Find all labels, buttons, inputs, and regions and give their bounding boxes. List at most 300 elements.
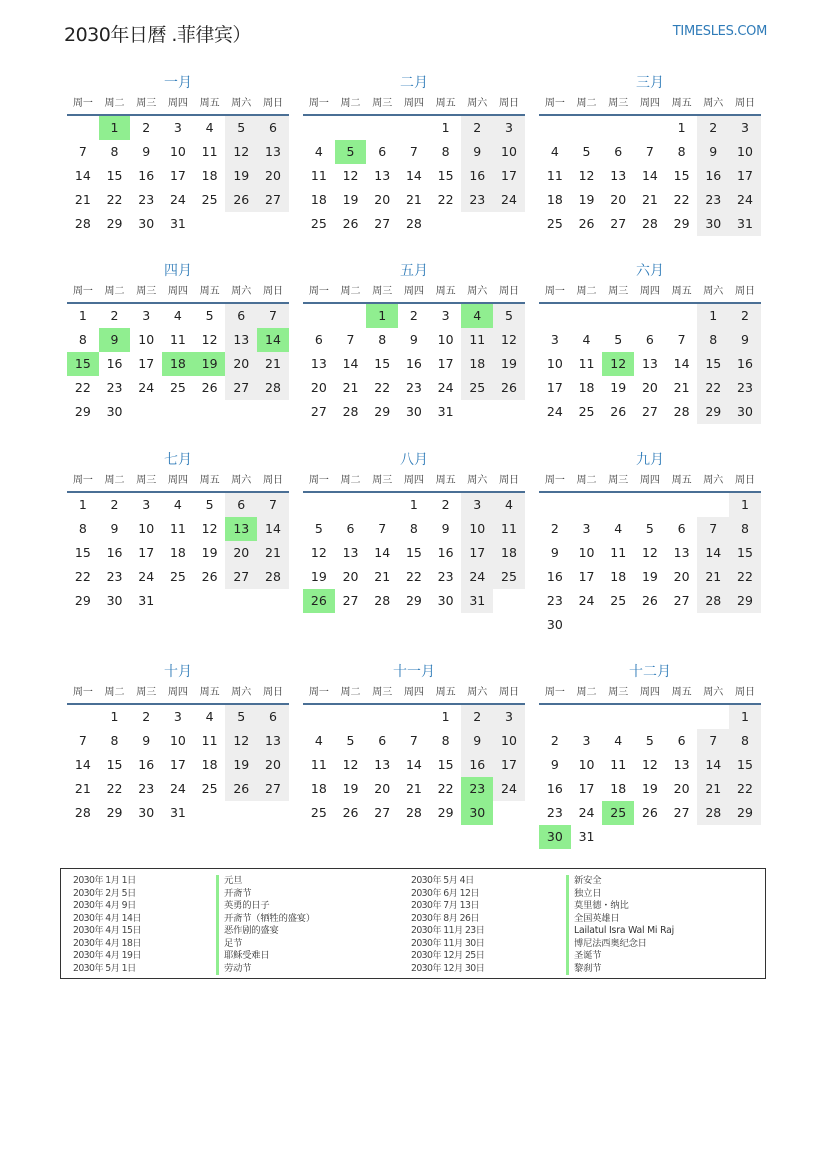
day-cell[interactable]: 10 (729, 140, 761, 164)
day-cell[interactable]: 20 (257, 164, 289, 188)
day-cell[interactable]: 12 (493, 328, 525, 352)
day-cell[interactable]: 26 (342, 216, 359, 231)
day-cell[interactable]: 12 (641, 545, 658, 560)
day-cell[interactable]: 11 (169, 521, 186, 536)
holiday-day-cell[interactable]: 12 (602, 352, 634, 376)
day-cell[interactable]: 5 (614, 332, 623, 347)
day-cell[interactable]: 2 (110, 497, 119, 512)
day-cell[interactable]: 10 (138, 332, 155, 347)
day-cell[interactable]: 10 (169, 144, 186, 159)
day-cell[interactable]: 6 (378, 733, 387, 748)
day-cell[interactable]: 12 (641, 757, 658, 772)
holiday-day-cell[interactable]: 13 (225, 517, 257, 541)
day-cell[interactable]: 4 (550, 144, 559, 159)
day-cell[interactable]: 1 (677, 120, 686, 135)
day-cell[interactable]: 22 (106, 781, 123, 796)
day-cell[interactable]: 26 (225, 777, 257, 801)
day-cell[interactable]: 14 (257, 517, 289, 541)
day-cell[interactable]: 6 (677, 521, 686, 536)
holiday-day-cell[interactable]: 30 (461, 801, 493, 825)
day-cell[interactable]: 25 (169, 380, 186, 395)
day-cell[interactable]: 20 (225, 352, 257, 376)
day-cell[interactable]: 27 (374, 216, 391, 231)
day-cell[interactable]: 6 (378, 144, 387, 159)
day-cell[interactable]: 20 (374, 781, 391, 796)
day-cell[interactable]: 16 (138, 757, 155, 772)
day-cell[interactable]: 6 (677, 733, 686, 748)
holiday-day-cell[interactable]: 4 (461, 304, 493, 328)
day-cell[interactable]: 25 (169, 569, 186, 584)
day-cell[interactable]: 9 (550, 757, 559, 772)
day-cell[interactable]: 9 (461, 729, 493, 753)
day-cell[interactable]: 3 (173, 709, 182, 724)
day-cell[interactable]: 17 (546, 380, 563, 395)
day-cell[interactable]: 26 (493, 376, 525, 400)
day-cell[interactable]: 19 (342, 781, 359, 796)
day-cell[interactable]: 29 (106, 805, 123, 820)
day-cell[interactable]: 19 (493, 352, 525, 376)
day-cell[interactable]: 28 (673, 404, 690, 419)
day-cell[interactable]: 25 (201, 192, 218, 207)
day-cell[interactable]: 19 (342, 192, 359, 207)
day-cell[interactable]: 3 (493, 116, 525, 140)
day-cell[interactable]: 5 (205, 497, 214, 512)
day-cell[interactable]: 19 (201, 545, 218, 560)
day-cell[interactable]: 10 (493, 729, 525, 753)
day-cell[interactable]: 30 (729, 400, 761, 424)
day-cell[interactable]: 29 (405, 593, 422, 608)
day-cell[interactable]: 3 (582, 521, 591, 536)
day-cell[interactable]: 18 (578, 380, 595, 395)
day-cell[interactable]: 8 (110, 733, 119, 748)
day-cell[interactable]: 28 (641, 216, 658, 231)
day-cell[interactable]: 23 (405, 380, 422, 395)
day-cell[interactable]: 15 (74, 545, 91, 560)
day-cell[interactable]: 24 (493, 188, 525, 212)
day-cell[interactable]: 4 (205, 709, 214, 724)
day-cell[interactable]: 27 (225, 565, 257, 589)
day-cell[interactable]: 22 (106, 192, 123, 207)
day-cell[interactable]: 27 (673, 593, 690, 608)
day-cell[interactable]: 7 (257, 493, 289, 517)
holiday-day-cell[interactable]: 1 (99, 116, 131, 140)
day-cell[interactable]: 27 (641, 404, 658, 419)
day-cell[interactable]: 22 (405, 569, 422, 584)
day-cell[interactable]: 11 (610, 545, 627, 560)
day-cell[interactable]: 3 (493, 705, 525, 729)
day-cell[interactable]: 7 (645, 144, 654, 159)
day-cell[interactable]: 12 (342, 168, 359, 183)
day-cell[interactable]: 25 (310, 216, 327, 231)
day-cell[interactable]: 14 (405, 168, 422, 183)
day-cell[interactable]: 24 (729, 188, 761, 212)
day-cell[interactable]: 4 (173, 497, 182, 512)
day-cell[interactable]: 8 (677, 144, 686, 159)
day-cell[interactable]: 27 (610, 216, 627, 231)
day-cell[interactable]: 18 (610, 569, 627, 584)
day-cell[interactable]: 26 (201, 380, 218, 395)
day-cell[interactable]: 13 (374, 168, 391, 183)
holiday-day-cell[interactable]: 1 (366, 304, 398, 328)
day-cell[interactable]: 12 (225, 140, 257, 164)
day-cell[interactable]: 29 (74, 593, 91, 608)
day-cell[interactable]: 30 (106, 593, 123, 608)
day-cell[interactable]: 28 (257, 376, 289, 400)
day-cell[interactable]: 2 (729, 304, 761, 328)
day-cell[interactable]: 22 (729, 565, 761, 589)
day-cell[interactable]: 4 (314, 733, 323, 748)
day-cell[interactable]: 17 (461, 541, 493, 565)
day-cell[interactable]: 2 (461, 705, 493, 729)
day-cell[interactable]: 2 (142, 120, 151, 135)
day-cell[interactable]: 30 (546, 617, 563, 632)
day-cell[interactable]: 17 (169, 757, 186, 772)
day-cell[interactable]: 21 (74, 192, 91, 207)
day-cell[interactable]: 6 (257, 705, 289, 729)
day-cell[interactable]: 5 (582, 144, 591, 159)
day-cell[interactable]: 2 (550, 521, 559, 536)
day-cell[interactable]: 2 (461, 116, 493, 140)
day-cell[interactable]: 24 (461, 565, 493, 589)
day-cell[interactable]: 18 (546, 192, 563, 207)
day-cell[interactable]: 20 (673, 569, 690, 584)
day-cell[interactable]: 26 (225, 188, 257, 212)
day-cell[interactable]: 17 (138, 356, 155, 371)
day-cell[interactable]: 8 (441, 144, 450, 159)
holiday-day-cell[interactable]: 26 (303, 589, 335, 613)
day-cell[interactable]: 14 (697, 753, 729, 777)
day-cell[interactable]: 11 (610, 757, 627, 772)
holiday-day-cell[interactable]: 30 (539, 825, 571, 849)
day-cell[interactable]: 29 (106, 216, 123, 231)
day-cell[interactable]: 22 (74, 569, 91, 584)
day-cell[interactable]: 21 (257, 352, 289, 376)
day-cell[interactable]: 13 (610, 168, 627, 183)
day-cell[interactable]: 27 (257, 188, 289, 212)
day-cell[interactable]: 14 (74, 168, 91, 183)
day-cell[interactable]: 15 (106, 168, 123, 183)
day-cell[interactable]: 19 (310, 569, 327, 584)
day-cell[interactable]: 27 (257, 777, 289, 801)
day-cell[interactable]: 27 (225, 376, 257, 400)
day-cell[interactable]: 26 (610, 404, 627, 419)
day-cell[interactable]: 16 (461, 164, 493, 188)
day-cell[interactable]: 16 (437, 545, 454, 560)
day-cell[interactable]: 13 (310, 356, 327, 371)
day-cell[interactable]: 16 (729, 352, 761, 376)
day-cell[interactable]: 17 (729, 164, 761, 188)
day-cell[interactable]: 5 (346, 733, 355, 748)
day-cell[interactable]: 21 (405, 781, 422, 796)
day-cell[interactable]: 28 (697, 589, 729, 613)
day-cell[interactable]: 20 (225, 541, 257, 565)
holiday-day-cell[interactable]: 18 (162, 352, 194, 376)
day-cell[interactable]: 28 (74, 805, 91, 820)
day-cell[interactable]: 4 (173, 308, 182, 323)
holiday-day-cell[interactable]: 14 (257, 328, 289, 352)
day-cell[interactable]: 13 (257, 140, 289, 164)
day-cell[interactable]: 4 (582, 332, 591, 347)
day-cell[interactable]: 1 (729, 705, 761, 729)
day-cell[interactable]: 31 (437, 404, 454, 419)
day-cell[interactable]: 17 (169, 168, 186, 183)
day-cell[interactable]: 15 (437, 168, 454, 183)
day-cell[interactable]: 1 (78, 497, 87, 512)
day-cell[interactable]: 27 (310, 404, 327, 419)
day-cell[interactable]: 13 (342, 545, 359, 560)
site-link[interactable]: TIMESLES.COM (672, 24, 767, 39)
day-cell[interactable]: 18 (610, 781, 627, 796)
day-cell[interactable]: 17 (493, 164, 525, 188)
day-cell[interactable]: 2 (142, 709, 151, 724)
day-cell[interactable]: 5 (314, 521, 323, 536)
day-cell[interactable]: 22 (697, 376, 729, 400)
day-cell[interactable]: 7 (677, 332, 686, 347)
day-cell[interactable]: 20 (673, 781, 690, 796)
day-cell[interactable]: 4 (205, 120, 214, 135)
day-cell[interactable]: 14 (74, 757, 91, 772)
day-cell[interactable]: 7 (409, 733, 418, 748)
day-cell[interactable]: 6 (645, 332, 654, 347)
day-cell[interactable]: 6 (225, 304, 257, 328)
day-cell[interactable]: 10 (138, 521, 155, 536)
day-cell[interactable]: 30 (138, 805, 155, 820)
day-cell[interactable]: 17 (437, 356, 454, 371)
day-cell[interactable]: 30 (697, 212, 729, 236)
day-cell[interactable]: 13 (257, 729, 289, 753)
day-cell[interactable]: 13 (673, 757, 690, 772)
day-cell[interactable]: 16 (697, 164, 729, 188)
day-cell[interactable]: 16 (546, 781, 563, 796)
day-cell[interactable]: 15 (729, 753, 761, 777)
day-cell[interactable]: 22 (729, 777, 761, 801)
holiday-day-cell[interactable]: 23 (461, 777, 493, 801)
day-cell[interactable]: 2 (441, 497, 450, 512)
day-cell[interactable]: 11 (310, 757, 327, 772)
day-cell[interactable]: 3 (729, 116, 761, 140)
day-cell[interactable]: 14 (405, 757, 422, 772)
day-cell[interactable]: 31 (729, 212, 761, 236)
day-cell[interactable]: 25 (493, 565, 525, 589)
day-cell[interactable]: 1 (78, 308, 87, 323)
day-cell[interactable]: 29 (729, 801, 761, 825)
day-cell[interactable]: 21 (673, 380, 690, 395)
day-cell[interactable]: 9 (729, 328, 761, 352)
day-cell[interactable]: 23 (697, 188, 729, 212)
day-cell[interactable]: 15 (437, 757, 454, 772)
day-cell[interactable]: 8 (729, 729, 761, 753)
day-cell[interactable]: 23 (461, 188, 493, 212)
day-cell[interactable]: 8 (441, 733, 450, 748)
day-cell[interactable]: 1 (441, 120, 450, 135)
day-cell[interactable]: 1 (409, 497, 418, 512)
day-cell[interactable]: 6 (346, 521, 355, 536)
day-cell[interactable]: 23 (437, 569, 454, 584)
day-cell[interactable]: 29 (74, 404, 91, 419)
day-cell[interactable]: 24 (138, 569, 155, 584)
day-cell[interactable]: 12 (201, 521, 218, 536)
day-cell[interactable]: 2 (110, 308, 119, 323)
day-cell[interactable]: 31 (138, 593, 155, 608)
day-cell[interactable]: 16 (106, 545, 123, 560)
day-cell[interactable]: 3 (461, 493, 493, 517)
day-cell[interactable]: 28 (374, 593, 391, 608)
day-cell[interactable]: 9 (409, 332, 418, 347)
day-cell[interactable]: 6 (314, 332, 323, 347)
day-cell[interactable]: 14 (374, 545, 391, 560)
day-cell[interactable]: 15 (697, 352, 729, 376)
day-cell[interactable]: 3 (142, 308, 151, 323)
day-cell[interactable]: 11 (201, 733, 218, 748)
day-cell[interactable]: 21 (342, 380, 359, 395)
day-cell[interactable]: 10 (546, 356, 563, 371)
day-cell[interactable]: 18 (310, 781, 327, 796)
day-cell[interactable]: 28 (405, 805, 422, 820)
day-cell[interactable]: 7 (346, 332, 355, 347)
day-cell[interactable]: 1 (441, 709, 450, 724)
day-cell[interactable]: 16 (106, 356, 123, 371)
day-cell[interactable]: 26 (641, 593, 658, 608)
day-cell[interactable]: 12 (225, 729, 257, 753)
holiday-day-cell[interactable]: 9 (99, 328, 131, 352)
day-cell[interactable]: 3 (441, 308, 450, 323)
day-cell[interactable]: 2 (697, 116, 729, 140)
day-cell[interactable]: 11 (493, 517, 525, 541)
day-cell[interactable]: 18 (310, 192, 327, 207)
day-cell[interactable]: 25 (201, 781, 218, 796)
day-cell[interactable]: 5 (205, 308, 214, 323)
day-cell[interactable]: 8 (78, 332, 87, 347)
day-cell[interactable]: 20 (342, 569, 359, 584)
day-cell[interactable]: 31 (169, 805, 186, 820)
day-cell[interactable]: 18 (201, 168, 218, 183)
day-cell[interactable]: 26 (578, 216, 595, 231)
day-cell[interactable]: 24 (578, 805, 595, 820)
day-cell[interactable]: 2 (409, 308, 418, 323)
day-cell[interactable]: 28 (405, 216, 422, 231)
day-cell[interactable]: 8 (729, 517, 761, 541)
day-cell[interactable]: 15 (405, 545, 422, 560)
day-cell[interactable]: 29 (697, 400, 729, 424)
day-cell[interactable]: 7 (378, 521, 387, 536)
holiday-day-cell[interactable]: 15 (67, 352, 99, 376)
day-cell[interactable]: 1 (729, 493, 761, 517)
day-cell[interactable]: 9 (461, 140, 493, 164)
day-cell[interactable]: 8 (409, 521, 418, 536)
day-cell[interactable]: 29 (729, 589, 761, 613)
day-cell[interactable]: 17 (578, 569, 595, 584)
day-cell[interactable]: 12 (578, 168, 595, 183)
day-cell[interactable]: 8 (697, 328, 729, 352)
day-cell[interactable]: 5 (645, 733, 654, 748)
day-cell[interactable]: 16 (138, 168, 155, 183)
day-cell[interactable]: 22 (374, 380, 391, 395)
day-cell[interactable]: 15 (673, 168, 690, 183)
day-cell[interactable]: 24 (169, 192, 186, 207)
day-cell[interactable]: 6 (614, 144, 623, 159)
day-cell[interactable]: 7 (697, 729, 729, 753)
day-cell[interactable]: 31 (578, 829, 595, 844)
day-cell[interactable]: 30 (437, 593, 454, 608)
day-cell[interactable]: 16 (405, 356, 422, 371)
day-cell[interactable]: 5 (493, 304, 525, 328)
day-cell[interactable]: 19 (578, 192, 595, 207)
day-cell[interactable]: 18 (169, 545, 186, 560)
day-cell[interactable]: 20 (641, 380, 658, 395)
day-cell[interactable]: 30 (106, 404, 123, 419)
day-cell[interactable]: 6 (257, 116, 289, 140)
holiday-day-cell[interactable]: 25 (602, 801, 634, 825)
day-cell[interactable]: 19 (641, 781, 658, 796)
day-cell[interactable]: 29 (437, 805, 454, 820)
holiday-day-cell[interactable]: 19 (194, 352, 226, 376)
day-cell[interactable]: 26 (342, 805, 359, 820)
day-cell[interactable]: 3 (582, 733, 591, 748)
day-cell[interactable]: 1 (110, 709, 119, 724)
day-cell[interactable]: 15 (374, 356, 391, 371)
day-cell[interactable]: 10 (578, 757, 595, 772)
day-cell[interactable]: 12 (342, 757, 359, 772)
day-cell[interactable]: 19 (610, 380, 627, 395)
day-cell[interactable]: 24 (493, 777, 525, 801)
day-cell[interactable]: 22 (74, 380, 91, 395)
day-cell[interactable]: 5 (225, 116, 257, 140)
day-cell[interactable]: 15 (106, 757, 123, 772)
day-cell[interactable]: 24 (138, 380, 155, 395)
day-cell[interactable]: 23 (138, 192, 155, 207)
day-cell[interactable]: 21 (641, 192, 658, 207)
day-cell[interactable]: 25 (546, 216, 563, 231)
day-cell[interactable]: 11 (461, 328, 493, 352)
day-cell[interactable]: 10 (493, 140, 525, 164)
day-cell[interactable]: 4 (493, 493, 525, 517)
day-cell[interactable]: 7 (78, 144, 87, 159)
day-cell[interactable]: 7 (697, 517, 729, 541)
day-cell[interactable]: 2 (550, 733, 559, 748)
day-cell[interactable]: 10 (578, 545, 595, 560)
day-cell[interactable]: 22 (673, 192, 690, 207)
day-cell[interactable]: 19 (225, 164, 257, 188)
day-cell[interactable]: 19 (641, 569, 658, 584)
day-cell[interactable]: 17 (138, 545, 155, 560)
day-cell[interactable]: 21 (405, 192, 422, 207)
day-cell[interactable]: 23 (138, 781, 155, 796)
day-cell[interactable]: 13 (225, 328, 257, 352)
day-cell[interactable]: 25 (578, 404, 595, 419)
day-cell[interactable]: 11 (310, 168, 327, 183)
day-cell[interactable]: 7 (78, 733, 87, 748)
day-cell[interactable]: 1 (697, 304, 729, 328)
day-cell[interactable]: 20 (310, 380, 327, 395)
day-cell[interactable]: 24 (437, 380, 454, 395)
day-cell[interactable]: 24 (169, 781, 186, 796)
day-cell[interactable]: 6 (225, 493, 257, 517)
day-cell[interactable]: 21 (697, 777, 729, 801)
day-cell[interactable]: 14 (342, 356, 359, 371)
day-cell[interactable]: 11 (169, 332, 186, 347)
day-cell[interactable]: 15 (729, 541, 761, 565)
day-cell[interactable]: 23 (106, 380, 123, 395)
day-cell[interactable]: 9 (142, 144, 151, 159)
day-cell[interactable]: 3 (142, 497, 151, 512)
day-cell[interactable]: 4 (314, 144, 323, 159)
day-cell[interactable]: 14 (673, 356, 690, 371)
day-cell[interactable]: 26 (641, 805, 658, 820)
day-cell[interactable]: 14 (697, 541, 729, 565)
day-cell[interactable]: 28 (342, 404, 359, 419)
day-cell[interactable]: 11 (578, 356, 595, 371)
day-cell[interactable]: 18 (201, 757, 218, 772)
